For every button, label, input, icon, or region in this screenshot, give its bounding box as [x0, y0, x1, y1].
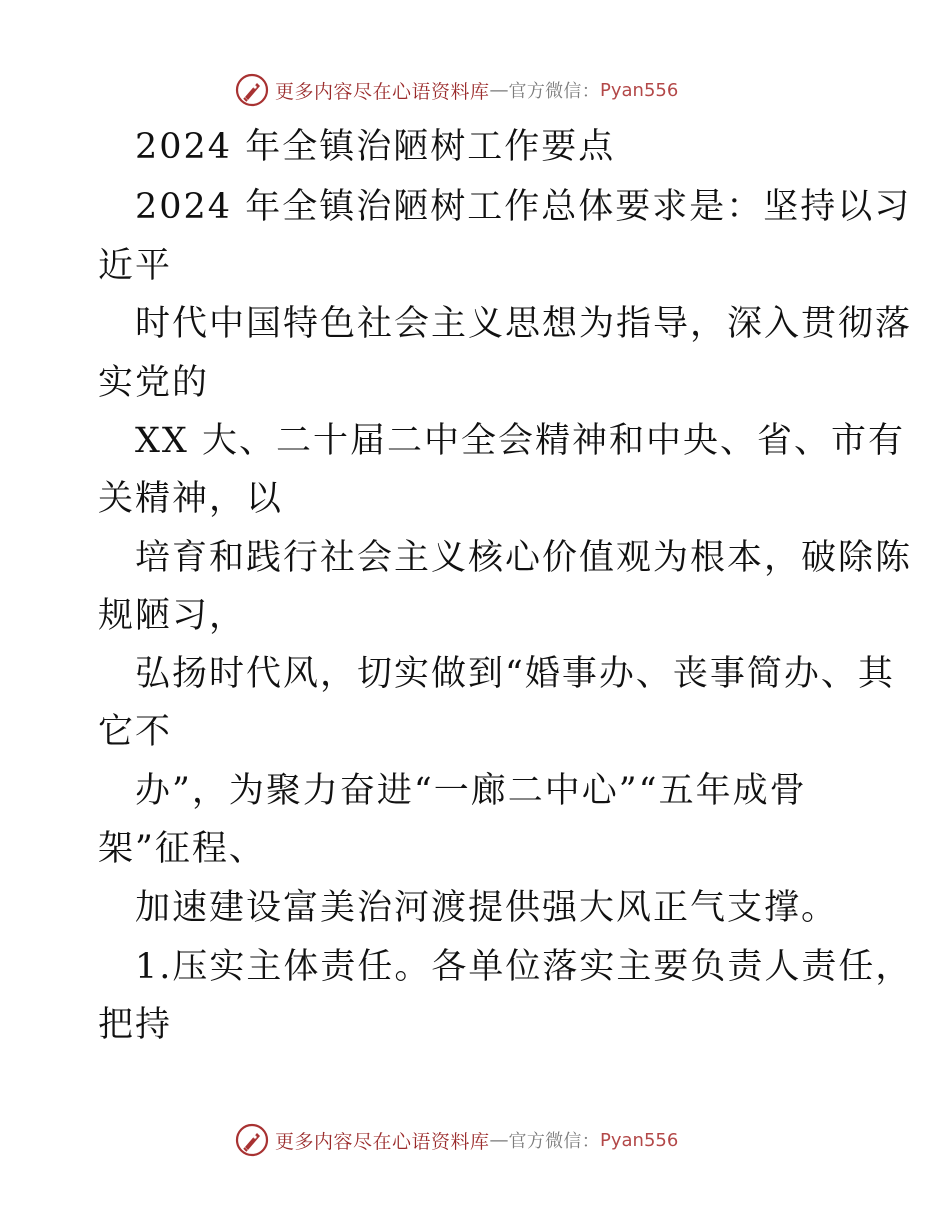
watermark-separator: — — [489, 1129, 509, 1151]
watermark-footer — [235, 1122, 678, 1158]
watermark-wechat-id: Pyan556 — [600, 1129, 679, 1151]
watermark-sub-text: 官方微信： — [508, 81, 601, 102]
watermark-sub-text: 官方微信： — [508, 1131, 601, 1152]
text-line: 架”征程、 — [98, 829, 266, 869]
text-line: XX 大、二十届二中全会精神和中央、省、市有 — [135, 421, 905, 461]
text-line: 实党的 — [98, 363, 210, 403]
watermark-header — [235, 72, 678, 108]
text-line: 时代中国特色社会主义思想为指导，深入贯彻落 — [135, 304, 913, 344]
text-line: 把持 — [98, 1005, 173, 1045]
fountain-pen-logo-icon — [235, 1123, 269, 1157]
text-line: 近平 — [98, 246, 173, 286]
text-line: 2024 年全镇治陋树工作总体要求是：坚持以习 — [135, 187, 912, 227]
text-line: 1.压实主体责任。各单位落实主要负责人责任， — [135, 947, 913, 987]
watermark-wechat-id: Pyan556 — [600, 79, 679, 101]
text-line: 规陋习， — [98, 596, 247, 636]
text-line: 弘扬时代风，切实做到“婚事办、丧事简办、其 — [135, 654, 895, 694]
watermark-separator: — — [489, 79, 509, 101]
text-line: 办”，为聚力奋进“一廊二中心”“五年成骨 — [135, 771, 807, 811]
watermark-main-text: 更多内容尽在心语资料库 — [275, 1130, 490, 1153]
text-line: 加速建设富美治河渡提供强大风正气支撑。 — [135, 888, 839, 928]
text-line: 培育和践行社会主义核心价值观为根本，破除陈 — [135, 538, 913, 578]
text-line: 关精神，以 — [98, 479, 284, 519]
fountain-pen-logo-icon — [235, 73, 269, 107]
document-title: 2024 年全镇治陋树工作要点 — [135, 127, 616, 167]
text-line: 它不 — [98, 712, 173, 752]
watermark-main-text: 更多内容尽在心语资料库 — [275, 80, 490, 103]
